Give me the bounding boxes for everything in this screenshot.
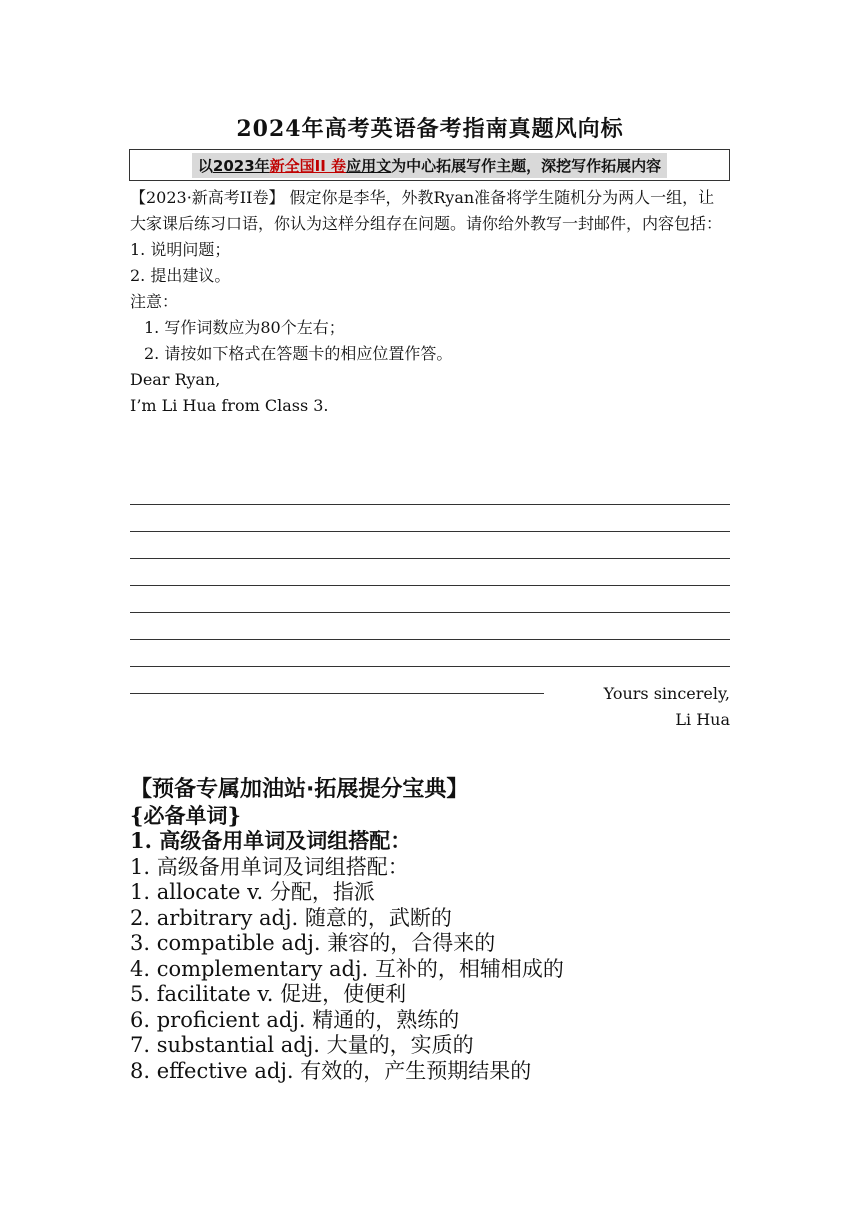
banner-rest: 为中心拓展写作主题，深挖写作拓展内容 bbox=[391, 156, 662, 175]
vocab-item: 1. allocate v. 分配，指派 bbox=[130, 880, 375, 904]
banner-part: 以 bbox=[197, 156, 213, 175]
signature: Li Hua bbox=[675, 710, 730, 729]
topic-banner bbox=[129, 149, 730, 181]
vocab-item: 4. complementary adj. 互补的，相辅相成的 bbox=[130, 956, 564, 981]
note-1: 1. 写作词数应为80个左右； bbox=[144, 318, 345, 337]
banner-paper: 新全国II 卷 bbox=[269, 156, 347, 175]
vocab-item: 8. effective adj. 有效的，产生预期结果的 bbox=[130, 1058, 532, 1083]
letter-greeting: Dear Ryan, bbox=[130, 370, 221, 389]
note-label: 注意： bbox=[130, 292, 179, 311]
task-point-1: 1. 说明问题； bbox=[130, 240, 231, 259]
vocab-heading-bold: 1. 高级备用单词及词组搭配： bbox=[130, 828, 412, 853]
vocab-item: 7. substantial adj. 大量的，实质的 bbox=[130, 1033, 474, 1057]
letter-closing bbox=[604, 681, 730, 733]
answer-line bbox=[130, 640, 730, 667]
vocab-item: 6. proficient adj. 精通的，熟练的 bbox=[130, 1007, 460, 1032]
vocab-item: 3. compatible adj. 兼容的，合得来的 bbox=[130, 931, 496, 955]
answer-line bbox=[130, 478, 730, 505]
extension-subtitle: {必备单词} bbox=[130, 803, 242, 828]
vocab-item: 2. arbitrary adj. 随意的，武断的 bbox=[130, 905, 452, 930]
answer-line bbox=[130, 667, 544, 694]
extension-title: 【预备专属加油站·拓展提分宝典】 bbox=[130, 777, 469, 802]
vocab-list bbox=[130, 880, 770, 1084]
banner-genre: 应用文 bbox=[346, 156, 392, 175]
letter-opening: I’m Li Hua from Class 3. bbox=[130, 396, 329, 415]
answer-line bbox=[130, 586, 730, 613]
task-intro: 【2023·新高考II卷】 假定你是李华，外教Ryan准备将学生随机分为两人一组，让大家课后练习口语，你认为这样分组存在问题。请你给外教写一封邮件，内容包括： bbox=[130, 188, 723, 233]
page-title: 2024年高考英语备考指南真题风向标 bbox=[236, 116, 624, 142]
task-point-2: 2. 提出建议。 bbox=[130, 266, 231, 285]
writing-task bbox=[130, 185, 730, 419]
vocab-heading: 1. 高级备用单词及词组搭配： bbox=[130, 855, 409, 879]
answer-line bbox=[130, 613, 730, 640]
answer-lines bbox=[130, 478, 730, 694]
extension-section bbox=[130, 776, 770, 1084]
answer-line bbox=[130, 505, 730, 532]
vocab-item: 5. facilitate v. 促进，使便利 bbox=[130, 982, 407, 1006]
note-2: 2. 请按如下格式在答题卡的相应位置作答。 bbox=[144, 344, 453, 363]
closing-phrase: Yours sincerely, bbox=[603, 684, 730, 703]
banner-year: 2023年 bbox=[212, 156, 270, 175]
answer-line bbox=[130, 559, 730, 586]
answer-line bbox=[130, 532, 730, 559]
banner-text bbox=[192, 153, 667, 178]
